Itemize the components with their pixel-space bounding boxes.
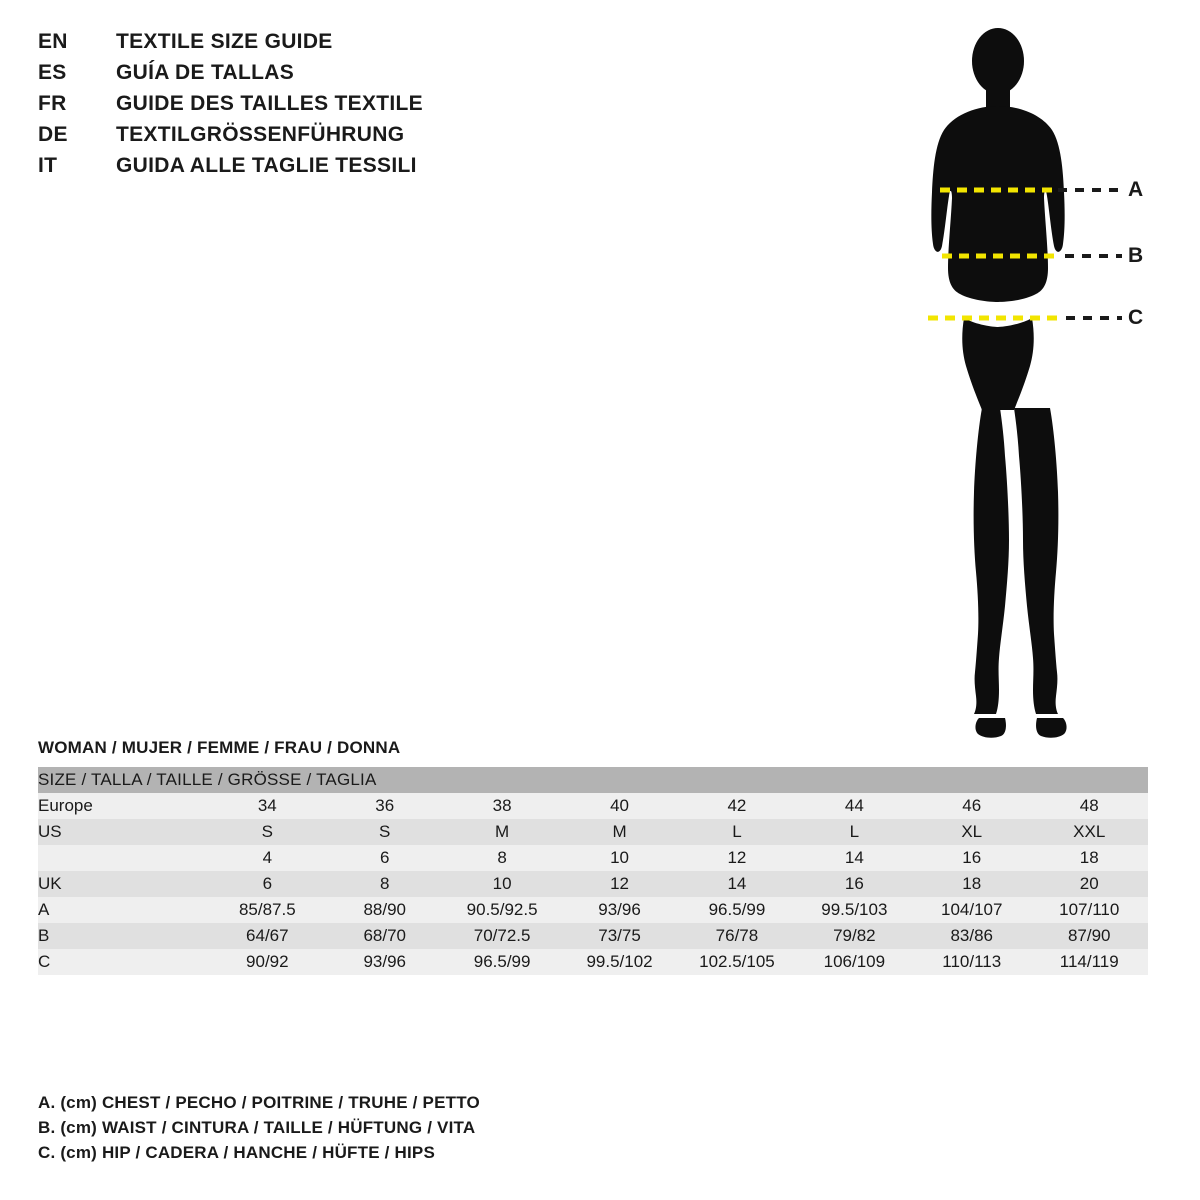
cell-b-4: 73/75 [598, 926, 641, 945]
row-label-b: B [38, 926, 50, 945]
gender-line: WOMAN / MUJER / FEMME / FRAU / DONNA [38, 738, 401, 757]
row-label-c: C [38, 952, 51, 971]
table-header-row [38, 767, 1148, 793]
cell-b-6: 79/82 [833, 926, 876, 945]
table-row [38, 819, 1148, 845]
title-text-en: TEXTILE SIZE GUIDE [116, 30, 333, 53]
cell-b-7: 83/86 [950, 926, 994, 945]
language-code-de: DE [38, 123, 68, 146]
cell-usnum-5: 12 [727, 848, 747, 867]
cell-a-1: 85/87.5 [238, 900, 296, 919]
row-label-us-numeric [38, 845, 209, 871]
cell-uk-2: 8 [379, 874, 390, 893]
cell-europe-7: 46 [962, 796, 982, 815]
legend-chest: A. (cm) CHEST / PECHO / POITRINE / TRUHE / PETTO [38, 1093, 480, 1112]
cell-a-7: 104/107 [941, 900, 1003, 919]
cell-b-2: 68/70 [363, 926, 406, 945]
cell-europe-8: 48 [1079, 796, 1099, 815]
cell-usnum-8: 18 [1079, 848, 1099, 867]
cell-usnum-6: 14 [844, 848, 864, 867]
body-measurement-figure [860, 18, 1180, 748]
table-row [38, 897, 1148, 923]
cell-b-1: 64/67 [246, 926, 289, 945]
cell-c-7: 110/113 [942, 952, 1002, 971]
legend-hip: C. (cm) HIP / CADERA / HANCHE / HÜFTE / HIPS [38, 1143, 436, 1162]
size-table-section [38, 738, 1168, 975]
legend-waist: B. (cm) WAIST / CINTURA / TAILLE / HÜFTUNG / VITA [38, 1118, 476, 1137]
cell-europe-2: 36 [375, 796, 395, 815]
cell-c-4: 99.5/102 [586, 952, 653, 971]
cell-usnum-3: 8 [497, 848, 507, 867]
title-text-de: TEXTILGRÖSSENFÜHRUNG [116, 123, 405, 146]
cell-c-8: 114/119 [1059, 952, 1119, 971]
cell-europe-1: 34 [257, 796, 277, 815]
cell-a-5: 96.5/99 [708, 900, 766, 919]
title-text-it: GUIDA ALLE TAGLIE TESSILI [116, 154, 417, 177]
cell-us-8: XXL [1073, 822, 1106, 841]
table-row [38, 949, 1148, 975]
row-label-europe: Europe [38, 796, 93, 815]
row-label-a: A [38, 900, 50, 919]
cell-uk-6: 16 [844, 874, 864, 893]
cell-usnum-7: 16 [962, 848, 982, 867]
cell-us-7: XL [961, 822, 983, 841]
cell-b-8: 87/90 [1067, 926, 1111, 945]
language-code-fr: FR [38, 92, 67, 115]
title-row-en [38, 30, 658, 61]
cell-europe-6: 44 [844, 796, 864, 815]
title-row-de [38, 123, 658, 154]
row-label-uk: UK [38, 874, 62, 893]
cell-c-6: 106/109 [823, 952, 886, 971]
cell-usnum-2: 6 [379, 848, 390, 867]
cell-us-6: L [849, 822, 860, 841]
table-row [38, 845, 1148, 871]
cell-c-3: 96.5/99 [473, 952, 531, 971]
female-silhouette-icon [860, 18, 1180, 748]
cell-a-3: 90.5/92.5 [466, 900, 538, 919]
cell-c-5: 102.5/105 [699, 952, 775, 971]
callout-label-a: A [1128, 178, 1144, 201]
cell-a-2: 88/90 [363, 900, 406, 919]
table-header-label: SIZE / TALLA / TAILLE / GRÖSSE / TAGLIA [38, 770, 377, 789]
cell-uk-4: 12 [610, 874, 629, 893]
title-row-it [38, 154, 658, 185]
language-code-en: EN [38, 30, 68, 53]
cell-a-6: 99.5/103 [821, 900, 888, 919]
table-row [38, 793, 1148, 819]
cell-usnum-1: 4 [262, 848, 273, 867]
cell-b-5: 76/78 [715, 926, 759, 945]
measurement-legend [38, 1090, 738, 1165]
table-row [38, 871, 1148, 897]
cell-uk-8: 20 [1079, 874, 1099, 893]
size-table [38, 767, 1148, 975]
language-title-block [38, 30, 658, 185]
cell-a-4: 93/96 [598, 900, 641, 919]
cell-uk-1: 6 [262, 874, 273, 893]
cell-uk-3: 10 [492, 874, 512, 893]
cell-us-2: S [379, 822, 391, 841]
language-code-es: ES [38, 61, 67, 84]
callout-label-c: C [1128, 306, 1144, 329]
cell-uk-7: 18 [962, 874, 982, 893]
cell-europe-4: 40 [610, 796, 629, 815]
cell-us-3: M [495, 822, 510, 841]
cell-europe-5: 42 [727, 796, 747, 815]
row-label-us: US [38, 822, 62, 841]
title-row-es [38, 61, 658, 92]
cell-b-3: 70/72.5 [473, 926, 531, 945]
callout-label-b: B [1128, 244, 1144, 267]
cell-c-1: 90/92 [246, 952, 289, 971]
cell-us-4: M [612, 822, 627, 841]
cell-c-2: 93/96 [363, 952, 406, 971]
cell-europe-3: 38 [492, 796, 512, 815]
cell-usnum-4: 10 [610, 848, 629, 867]
cell-us-1: S [261, 822, 273, 841]
cell-us-5: L [732, 822, 742, 841]
title-text-es: GUÍA DE TALLAS [116, 61, 295, 84]
title-text-fr: GUIDE DES TAILLES TEXTILE [116, 92, 423, 115]
cell-a-8: 107/110 [1059, 900, 1120, 919]
language-code-it: IT [38, 154, 58, 177]
cell-uk-5: 14 [727, 874, 747, 893]
title-row-fr [38, 92, 658, 123]
table-row [38, 923, 1148, 949]
